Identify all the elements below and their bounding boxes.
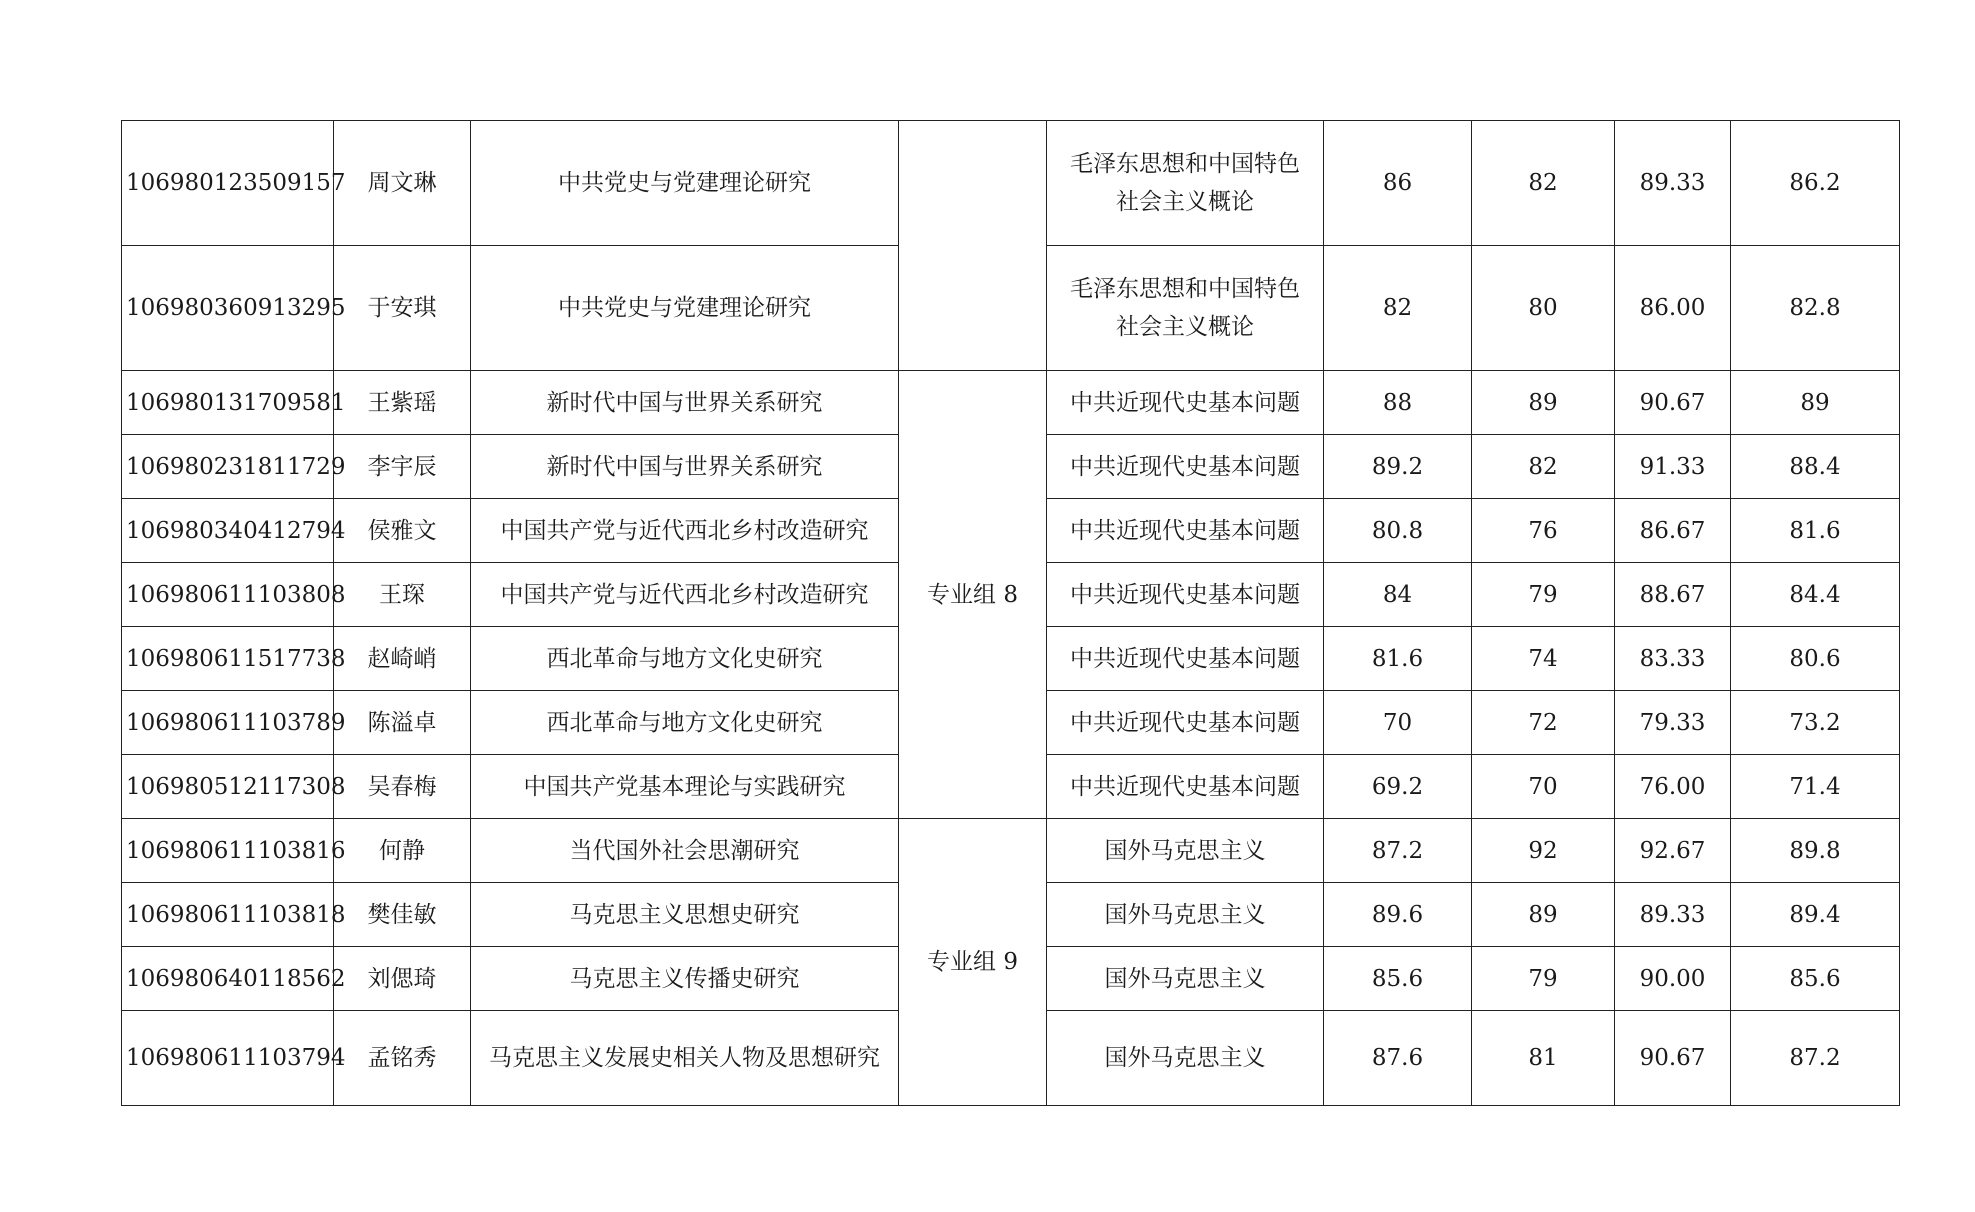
score-3: 90.00	[1615, 947, 1731, 1011]
score-2: 81	[1472, 1011, 1615, 1106]
candidate-id: 106980512117308	[122, 755, 334, 819]
score-3: 91.33	[1615, 435, 1731, 499]
candidate-id: 106980611103808	[122, 563, 334, 627]
candidate-name: 何静	[334, 819, 471, 883]
score-1: 87.6	[1324, 1011, 1472, 1106]
table-row	[122, 371, 1900, 435]
score-2: 89	[1472, 883, 1615, 947]
exam-subject: 国外马克思主义	[1047, 947, 1324, 1011]
research-direction: 新时代中国与世界关系研究	[471, 435, 899, 499]
score-2: 76	[1472, 499, 1615, 563]
score-3: 90.67	[1615, 1011, 1731, 1106]
exam-subject: 国外马克思主义	[1047, 819, 1324, 883]
score-3: 92.67	[1615, 819, 1731, 883]
score-3: 90.67	[1615, 371, 1731, 435]
score-2: 72	[1472, 691, 1615, 755]
exam-subject: 中共近现代史基本问题	[1047, 563, 1324, 627]
candidate-id: 106980611103794	[122, 1011, 334, 1106]
exam-subject: 中共近现代史基本问题	[1047, 755, 1324, 819]
candidate-id: 106980611103789	[122, 691, 334, 755]
total-score: 71.4	[1731, 755, 1900, 819]
exam-subject: 中共近现代史基本问题	[1047, 627, 1324, 691]
candidate-name: 李宇辰	[334, 435, 471, 499]
research-direction: 西北革命与地方文化史研究	[471, 691, 899, 755]
score-1: 80.8	[1324, 499, 1472, 563]
score-2: 70	[1472, 755, 1615, 819]
candidate-name: 赵崎峭	[334, 627, 471, 691]
exam-subject: 毛泽东思想和中国特色社会主义概论	[1047, 246, 1324, 371]
candidate-name: 刘偲琦	[334, 947, 471, 1011]
score-1: 88	[1324, 371, 1472, 435]
candidate-id: 106980340412794	[122, 499, 334, 563]
research-direction: 西北革命与地方文化史研究	[471, 627, 899, 691]
total-score: 84.4	[1731, 563, 1900, 627]
score-2: 89	[1472, 371, 1615, 435]
candidate-id: 106980611103818	[122, 883, 334, 947]
candidate-id: 106980640118562	[122, 947, 334, 1011]
score-2: 80	[1472, 246, 1615, 371]
total-score: 80.6	[1731, 627, 1900, 691]
table-row	[122, 819, 1900, 883]
candidate-name: 吴春梅	[334, 755, 471, 819]
score-2: 74	[1472, 627, 1615, 691]
research-direction: 中国共产党与近代西北乡村改造研究	[471, 563, 899, 627]
research-direction: 当代国外社会思潮研究	[471, 819, 899, 883]
candidate-name: 王紫瑶	[334, 371, 471, 435]
exam-subject: 中共近现代史基本问题	[1047, 691, 1324, 755]
candidate-id: 106980123509157	[122, 121, 334, 246]
score-1: 84	[1324, 563, 1472, 627]
score-2: 82	[1472, 435, 1615, 499]
candidate-id: 106980611103816	[122, 819, 334, 883]
research-direction: 马克思主义思想史研究	[471, 883, 899, 947]
score-3: 79.33	[1615, 691, 1731, 755]
score-1: 85.6	[1324, 947, 1472, 1011]
score-3: 88.67	[1615, 563, 1731, 627]
group-cell-top	[899, 121, 1047, 371]
score-1: 87.2	[1324, 819, 1472, 883]
candidate-name: 于安琪	[334, 246, 471, 371]
research-direction: 中国共产党与近代西北乡村改造研究	[471, 499, 899, 563]
exam-subject: 中共近现代史基本问题	[1047, 499, 1324, 563]
score-3: 89.33	[1615, 883, 1731, 947]
total-score: 82.8	[1731, 246, 1900, 371]
candidate-name: 王琛	[334, 563, 471, 627]
score-table	[121, 120, 1900, 1106]
research-direction: 马克思主义传播史研究	[471, 947, 899, 1011]
candidate-name: 樊佳敏	[334, 883, 471, 947]
score-2: 79	[1472, 563, 1615, 627]
total-score: 81.6	[1731, 499, 1900, 563]
score-3: 83.33	[1615, 627, 1731, 691]
score-3: 76.00	[1615, 755, 1731, 819]
total-score: 88.4	[1731, 435, 1900, 499]
exam-subject: 国外马克思主义	[1047, 883, 1324, 947]
total-score: 89	[1731, 371, 1900, 435]
score-2: 92	[1472, 819, 1615, 883]
score-1: 69.2	[1324, 755, 1472, 819]
research-direction: 马克思主义发展史相关人物及思想研究	[471, 1011, 899, 1106]
score-1: 82	[1324, 246, 1472, 371]
score-1: 89.2	[1324, 435, 1472, 499]
candidate-name: 侯雅文	[334, 499, 471, 563]
exam-subject: 中共近现代史基本问题	[1047, 435, 1324, 499]
score-1: 81.6	[1324, 627, 1472, 691]
group-label-9: 专业组 9	[899, 819, 1047, 1106]
research-direction: 中国共产党基本理论与实践研究	[471, 755, 899, 819]
total-score: 86.2	[1731, 121, 1900, 246]
score-1: 89.6	[1324, 883, 1472, 947]
score-1: 70	[1324, 691, 1472, 755]
research-direction: 新时代中国与世界关系研究	[471, 371, 899, 435]
score-2: 79	[1472, 947, 1615, 1011]
candidate-id: 106980360913295	[122, 246, 334, 371]
exam-subject: 毛泽东思想和中国特色社会主义概论	[1047, 121, 1324, 246]
candidate-id: 106980131709581	[122, 371, 334, 435]
score-1: 86	[1324, 121, 1472, 246]
candidate-name: 周文琳	[334, 121, 471, 246]
table-row	[122, 121, 1900, 246]
exam-subject: 国外马克思主义	[1047, 1011, 1324, 1106]
total-score: 89.8	[1731, 819, 1900, 883]
candidate-name: 陈溢卓	[334, 691, 471, 755]
total-score: 89.4	[1731, 883, 1900, 947]
score-3: 86.67	[1615, 499, 1731, 563]
score-3: 86.00	[1615, 246, 1731, 371]
score-2: 82	[1472, 121, 1615, 246]
total-score: 73.2	[1731, 691, 1900, 755]
total-score: 87.2	[1731, 1011, 1900, 1106]
group-label-8: 专业组 8	[899, 371, 1047, 819]
score-3: 89.33	[1615, 121, 1731, 246]
candidate-name: 孟铭秀	[334, 1011, 471, 1106]
total-score: 85.6	[1731, 947, 1900, 1011]
candidate-id: 106980231811729	[122, 435, 334, 499]
exam-subject: 中共近现代史基本问题	[1047, 371, 1324, 435]
research-direction: 中共党史与党建理论研究	[471, 246, 899, 371]
candidate-id: 106980611517738	[122, 627, 334, 691]
research-direction: 中共党史与党建理论研究	[471, 121, 899, 246]
